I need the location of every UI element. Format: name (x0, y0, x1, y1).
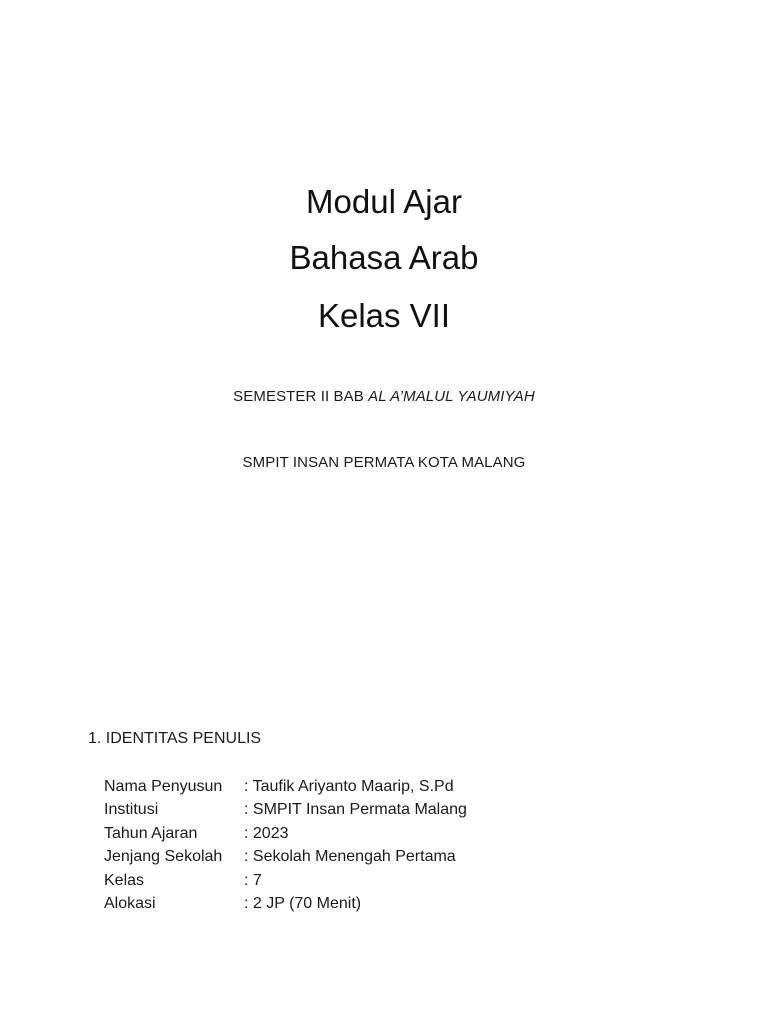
identity-label: Alokasi (104, 894, 156, 912)
identity-label: Jenjang Sekolah (104, 848, 223, 866)
chapter-name: AL A’MALUL YAUMIYAH (368, 388, 535, 405)
identity-table (104, 775, 467, 915)
semester-prefix: SEMESTER II BAB (233, 388, 369, 405)
title-line-2: Bahasa Arab (289, 239, 479, 276)
identity-label: Nama Penyusun (104, 778, 223, 795)
identity-row-year (104, 822, 467, 845)
section-heading: 1. IDENTITAS PENULIS (88, 730, 262, 747)
identity-label: Tahun Ajaran (104, 824, 198, 842)
identity-value: : 2 JP (70 Menit) (244, 894, 362, 912)
identity-label: Kelas (104, 871, 145, 889)
identity-value: : 2023 (244, 824, 289, 842)
title-line-3: Kelas VII (317, 297, 451, 334)
identity-row-author (104, 775, 467, 798)
identity-value: : SMPIT Insan Permata Malang (244, 801, 467, 819)
identity-value: : Sekolah Menengah Pertama (244, 848, 456, 866)
identity-row-class (104, 869, 467, 892)
identity-row-institution (104, 798, 467, 821)
identity-row-level (104, 845, 467, 868)
semester-line (0, 387, 768, 407)
school-name: SMPIT INSAN PERMATA KOTA MALANG (242, 454, 526, 471)
identity-value: : 7 (244, 871, 262, 889)
identity-label: Institusi (104, 801, 159, 819)
identity-value: : Taufik Ariyanto Maarip, S.Pd (244, 778, 454, 795)
identity-row-allocation (104, 892, 467, 915)
title-line-1: Modul Ajar (306, 183, 462, 220)
